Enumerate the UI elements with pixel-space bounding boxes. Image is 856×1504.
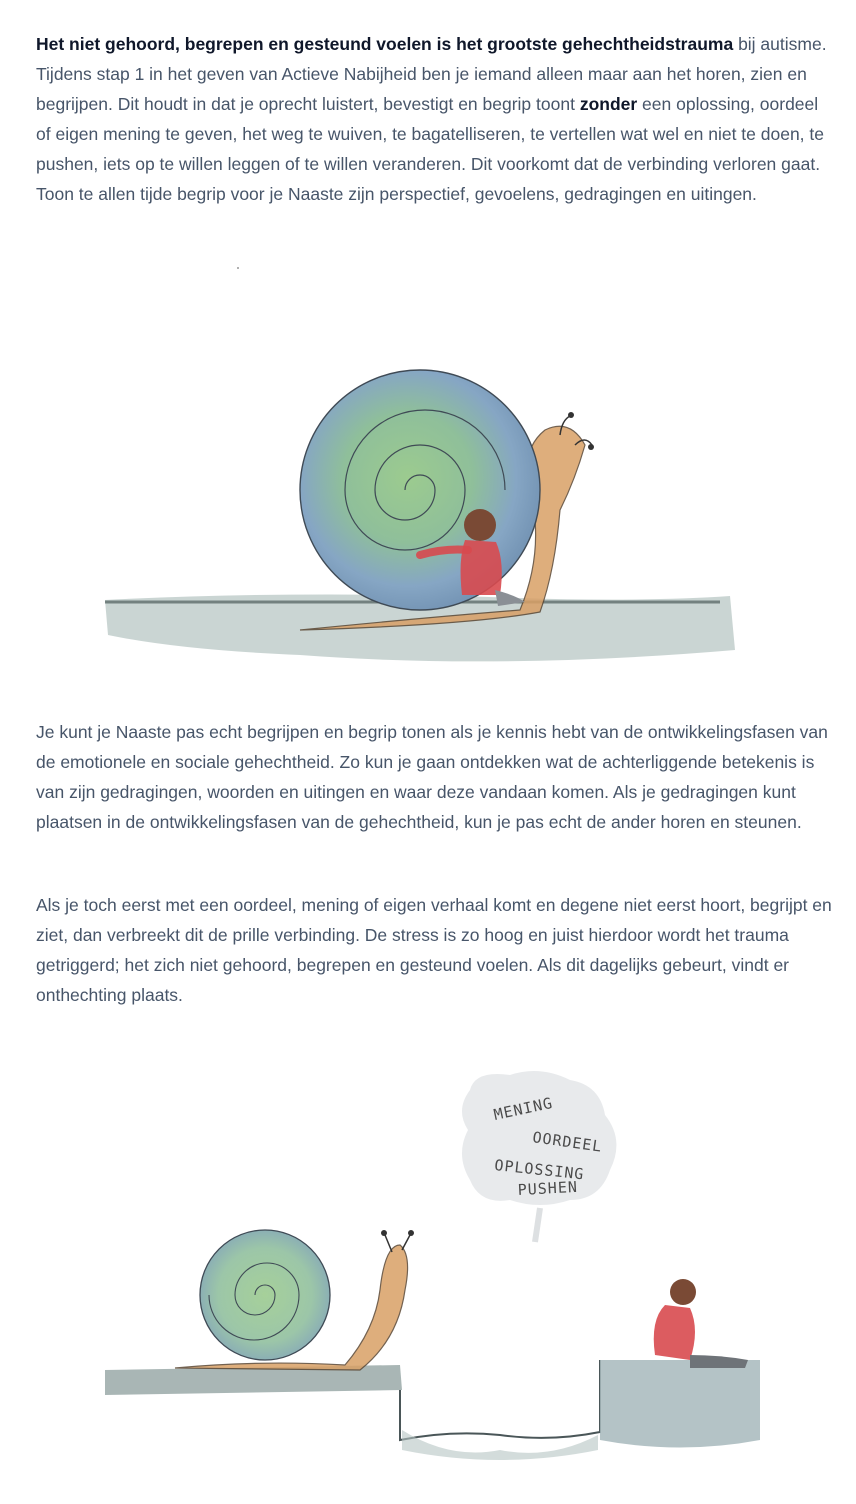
- intro-paragraph: [36, 29, 836, 209]
- third-paragraph: Als je toch eerst met een oordeel, mening of eigen verhaal komt en degene niet eerst hoort, begrijpt en ziet, dan verbreekt dit de prille verbinding. De stress is zo hoog en juist hierdoor wordt het trauma getriggerd; het zich niet gehoord, begrepen en gesteund voelen. Als dit dagelijks gebeurt, vindt er onthechting plaats.: [36, 895, 832, 1005]
- gap-pit: [400, 1360, 600, 1440]
- snail-shell: [300, 370, 540, 610]
- intro-text-a: bij autisme. Tijdens stap 1 in het geven van Actieve Nabijheid ben je iemand alleen maar aan het horen, zien en begrijpen. Dit houdt in dat je oprecht luistert, bevestigt en begrip toont: [36, 34, 827, 114]
- lead-bold-text: Het niet gehoord, begrepen en gesteund voelen is het grootste gehechtheidstrauma: [36, 34, 734, 54]
- second-paragraph: Je kunt je Naaste pas echt begrijpen en begrip tonen als je kennis hebt van de ontwikkelingsfasen van de emotionele en sociale gehechtheid. Zo kun je gaan ontdekken wat de achterliggende betekenis is van zijn gedragingen, woorden en uitingen en waar deze vandaan komen. Als je gedragingen kunt plaatsen in de ontwikkelingsfasen van de gehechtheid, kun je pas echt de ander horen en steunen.: [36, 722, 828, 832]
- snail-shell: [200, 1230, 330, 1360]
- snail-child-illustration: [0, 250, 856, 690]
- thought-word-3: OPLOSSING: [493, 1156, 586, 1184]
- thought-word-1: MENING: [492, 1093, 555, 1124]
- snail-gap-illustration: [0, 1030, 856, 1490]
- sad-child-figure: [654, 1279, 748, 1368]
- emphasis-zonder: zonder: [579, 94, 638, 114]
- thought-word-4: PUSHEN: [517, 1177, 579, 1199]
- intro-text-b: een oplossing, oordeel of eigen mening te geven, het weg te wuiven, te bagatelliseren, te vertellen wat wel en niet te doen, te pushen, iets op te willen leggen of te willen veranderen. Dit voorkomt dat de verbinding verloren gaat. Toon te allen tijde begrip voor je Naaste zijn perspectief, gevoelens, gedragingen en uitingen.: [36, 94, 825, 204]
- thought-word-2: OORDEEL: [531, 1128, 604, 1156]
- right-ledge: [600, 1360, 760, 1448]
